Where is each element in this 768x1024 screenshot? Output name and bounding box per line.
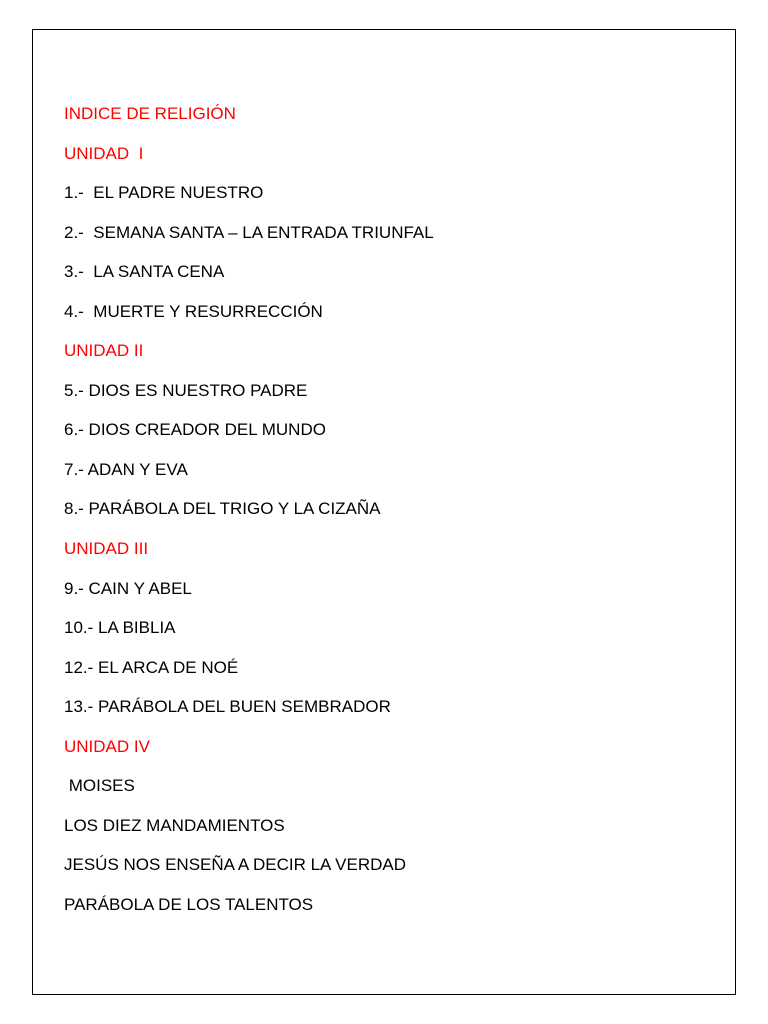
index-item: 7.- ADAN Y EVA xyxy=(64,459,188,479)
document-page xyxy=(32,29,736,995)
index-item: 3.- LA SANTA CENA xyxy=(64,262,225,282)
document-title: INDICE DE RELIGIÓN xyxy=(64,104,236,123)
index-item: MOISES xyxy=(64,776,135,796)
unit-heading: UNIDAD II xyxy=(64,341,144,361)
index-item: PARÁBOLA DE LOS TALENTOS xyxy=(64,894,314,914)
index-item: 2.- SEMANA SANTA – LA ENTRADA TRIUNFAL xyxy=(64,222,434,242)
index-item: 12.- EL ARCA DE NOÉ xyxy=(64,657,239,677)
index-item: 13.- PARÁBOLA DEL BUEN SEMBRADOR xyxy=(64,697,391,717)
index-content xyxy=(64,104,724,934)
index-item: 10.- LA BIBLIA xyxy=(64,618,176,638)
index-item: 1.- EL PADRE NUESTRO xyxy=(64,183,264,203)
index-item: LOS DIEZ MANDAMIENTOS xyxy=(64,815,285,835)
index-item: 6.- DIOS CREADOR DEL MUNDO xyxy=(64,420,326,440)
unit-heading: UNIDAD III xyxy=(64,539,149,559)
index-item: 8.- PARÁBOLA DEL TRIGO Y LA CIZAÑA xyxy=(64,499,381,519)
unit-heading: UNIDAD I xyxy=(64,143,144,163)
index-item: 4.- MUERTE Y RESURRECCIÓN xyxy=(64,301,323,321)
index-item: JESÚS NOS ENSEÑA A DECIR LA VERDAD xyxy=(64,855,407,875)
unit-heading: UNIDAD IV xyxy=(64,736,150,756)
index-item: 5.- DIOS ES NUESTRO PADRE xyxy=(64,380,308,400)
index-item: 9.- CAIN Y ABEL xyxy=(64,578,192,598)
